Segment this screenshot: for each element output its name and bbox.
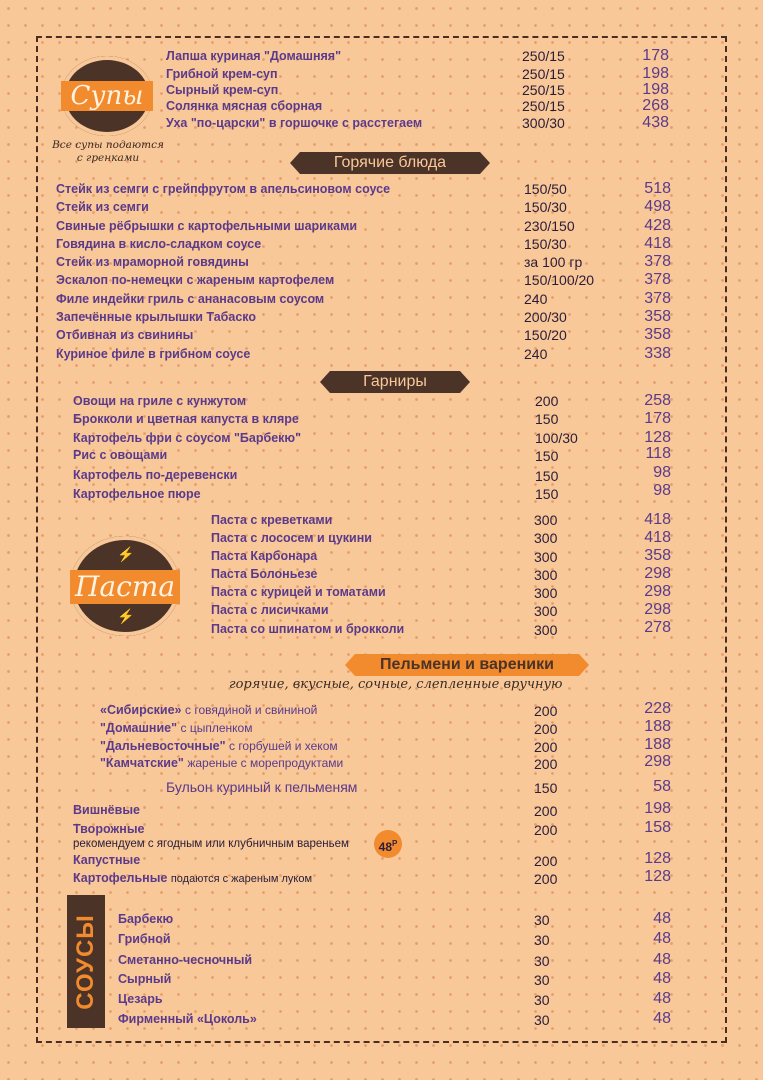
sauce-price: 48 [653, 1010, 671, 1027]
garnish-name: Картофель фри с соусом "Барбекю" [73, 431, 302, 445]
hot-dish-weight: 150/20 [524, 327, 567, 343]
sauce-price: 48 [653, 930, 671, 947]
garnish-banner [330, 371, 460, 393]
sauce-weight: 30 [534, 953, 550, 969]
dumplings-title: Пельмени и вареники [380, 656, 554, 673]
hot-dish-weight: 240 [524, 346, 548, 362]
sauce-weight: 30 [534, 912, 550, 928]
hot-dish-name: Филе индейки гриль с ананасовым соусом [56, 292, 325, 306]
pasta-name: Паста с курицей и томатами [211, 585, 386, 599]
pelmeni-price: 188 [644, 718, 671, 735]
pasta-weight: 300 [534, 549, 558, 565]
sauce-name: Цезарь [118, 992, 163, 1006]
pasta-name: Паста с креветками [211, 513, 333, 527]
hot-dish-weight: 230/150 [524, 218, 575, 234]
garnish-weight: 150 [535, 448, 559, 464]
sauce-weight: 30 [534, 1012, 550, 1028]
sauce-name: Фирменный «Цоколь» [118, 1012, 257, 1026]
pelmeni-name: «Сибирские» [100, 703, 182, 717]
hot-dish-name: Стейк из мраморной говядины [56, 255, 249, 269]
vareniki-name: Творожные [73, 822, 145, 836]
pelmeni-note: жареные с морепродуктами [187, 756, 344, 770]
pasta-price: 298 [644, 565, 671, 582]
garnish-weight: 150 [535, 486, 559, 502]
soup-weight: 250/15 [522, 48, 565, 64]
sauce-price: 48 [653, 990, 671, 1007]
garnish-weight: 100/30 [535, 430, 578, 446]
dumplings-subtitle: горячие, вкусные, сочные, слепленные вручную [229, 677, 563, 692]
soup-price: 268 [642, 97, 669, 114]
hot-dish-name: Свиные рёбрышки с картофельными шариками [56, 219, 358, 233]
pelmeni-weight: 200 [534, 756, 558, 772]
soups-note-line1: Все супы подаются [52, 139, 164, 151]
soup-weight: 250/15 [522, 98, 565, 114]
garnish-weight: 200 [535, 393, 559, 409]
soups-logo [61, 56, 153, 136]
pasta-weight: 300 [534, 512, 558, 528]
pelmeni-item [100, 720, 252, 736]
soup-weight: 250/15 [522, 66, 565, 82]
pasta-logo [70, 536, 180, 636]
jam-currency: Р [392, 839, 398, 848]
jam-price-badge [374, 830, 402, 858]
pasta-price: 298 [644, 601, 671, 618]
pasta-weight: 300 [534, 567, 558, 583]
pasta-price: 278 [644, 619, 671, 636]
garnish-name: Брокколи и цветная капуста в кляре [73, 412, 299, 426]
garnish-name: Рис с овощами [73, 448, 168, 462]
broth-price: 58 [653, 778, 671, 795]
garnish-name: Овощи на гриле с кунжутом [73, 394, 247, 408]
broth-weight: 150 [534, 780, 558, 796]
sauce-weight: 30 [534, 932, 550, 948]
sauces-banner [67, 895, 105, 1028]
pelmeni-weight: 200 [534, 739, 558, 755]
soup-weight: 300/30 [522, 115, 565, 131]
pelmeni-price: 228 [644, 700, 671, 717]
pasta-price: 418 [644, 511, 671, 528]
hot-dish-weight: 150/100/20 [524, 272, 595, 288]
pasta-name: Паста Карбонара [211, 549, 318, 563]
garnish-price: 178 [644, 410, 671, 427]
pelmeni-weight: 200 [534, 703, 558, 719]
pasta-price: 358 [644, 547, 671, 564]
hot-dish-name: Говядина в кисло-сладком соусе [56, 237, 262, 251]
hot-dish-name: Отбивная из свинины [56, 328, 194, 342]
hot-dish-price: 378 [644, 253, 671, 270]
vareniki-price: 198 [644, 800, 671, 817]
vareniki-name: Картофельные [73, 871, 168, 885]
vareniki-price: 158 [644, 819, 671, 836]
pelmeni-item [100, 702, 317, 718]
sauce-price: 48 [653, 951, 671, 968]
vareniki-item [73, 870, 312, 887]
hot-dish-price: 338 [644, 345, 671, 362]
pelmeni-name: "Домашние" [100, 721, 178, 735]
hot-dish-name: Стейк из семги [56, 200, 149, 214]
hot-dish-weight: 200/30 [524, 309, 567, 325]
tvorog-note: рекомендуем с ягодным или клубничным вареньем [73, 838, 349, 850]
pelmeni-price: 188 [644, 736, 671, 753]
soups-logo-label: Супы [61, 81, 153, 111]
pelmeni-name: "Камчатские" [100, 756, 184, 770]
garnish-price: 258 [644, 392, 671, 409]
soup-price: 178 [642, 47, 669, 64]
sauce-name: Сметанно-чесночный [118, 953, 253, 967]
jam-price: 48 [378, 840, 392, 854]
vareniki-note: подаются с жареным луком [170, 873, 313, 885]
vareniki-weight: 200 [534, 803, 558, 819]
hot-dish-weight: 240 [524, 291, 548, 307]
pelmeni-note: с горбушей и хеком [228, 739, 338, 753]
garnish-price: 118 [645, 445, 671, 462]
hot-dish-price: 518 [644, 180, 671, 197]
garnish-weight: 150 [535, 468, 559, 484]
soup-name: Солянка мясная сборная [166, 99, 323, 113]
soup-price: 198 [642, 65, 669, 82]
pasta-name: Паста с лисичками [211, 603, 329, 617]
pelmeni-name: "Дальневосточные" [100, 739, 226, 753]
soup-price: 198 [642, 81, 669, 98]
pasta-price: 298 [644, 583, 671, 600]
hot-dish-weight: за 100 гр [524, 254, 583, 270]
lightning-icon: ⚡ [117, 608, 135, 624]
soup-name: Грибной крем-суп [166, 67, 278, 81]
vareniki-weight: 200 [534, 822, 558, 838]
pelmeni-note: с цыпленком [180, 721, 253, 735]
pasta-name: Паста с лососем и цукини [211, 531, 372, 545]
hot-dish-price: 428 [644, 217, 671, 234]
garnish-name: Картофель по-деревенски [73, 468, 238, 482]
soup-price: 438 [642, 114, 669, 131]
hot-dish-weight: 150/50 [524, 181, 567, 197]
hot-dish-price: 358 [644, 308, 671, 325]
vareniki-price: 128 [644, 850, 671, 867]
hot-dish-name: Запечённые крылышки Табаско [56, 310, 257, 324]
hot-dish-weight: 150/30 [524, 236, 567, 252]
vareniki-name: Вишнёвые [73, 803, 140, 817]
soups-note [50, 139, 166, 165]
hot-dish-name: Куриное филе в грибном соусе [56, 347, 251, 361]
hot-dishes-banner [300, 152, 480, 174]
sauce-weight: 30 [534, 972, 550, 988]
pasta-name: Паста со шпинатом и брокколи [211, 622, 405, 636]
soups-note-line2: с гренками [76, 152, 140, 164]
pelmeni-weight: 200 [534, 721, 558, 737]
vareniki-weight: 200 [534, 853, 558, 869]
garnish-price: 98 [653, 482, 671, 499]
garnish-name: Картофельное пюре [73, 487, 201, 501]
pasta-weight: 300 [534, 530, 558, 546]
sauce-name: Сырный [118, 972, 172, 986]
sauce-name: Грибной [118, 932, 171, 946]
pelmeni-note: с говядиной и свининой [185, 703, 318, 717]
sauce-price: 48 [653, 970, 671, 987]
hot-dish-name: Эскалоп по-немецки с жареным картофелем [56, 273, 335, 287]
pelmeni-item [100, 755, 343, 771]
soup-name: Лапша куриная "Домашняя" [166, 49, 342, 63]
hot-dish-price: 378 [644, 271, 671, 288]
garnish-price: 98 [653, 464, 671, 481]
vareniki-name: Капустные [73, 853, 141, 867]
soup-name: Сырный крем-суп [166, 83, 279, 97]
vareniki-price: 128 [644, 868, 671, 885]
sauce-price: 48 [653, 910, 671, 927]
pasta-logo-label: Паста [70, 570, 180, 604]
hot-dish-weight: 150/30 [524, 199, 567, 215]
garnish-weight: 150 [535, 411, 559, 427]
pasta-name: Паста Болоньезе [211, 567, 318, 581]
sauce-name: Барбекю [118, 912, 174, 926]
lightning-icon: ⚡ [117, 546, 135, 562]
sauces-title: СОУСЫ [72, 913, 99, 1010]
hot-dish-price: 378 [644, 290, 671, 307]
hot-dish-price: 418 [644, 235, 671, 252]
broth-name: Бульон куриный к пельменям [166, 779, 358, 795]
pasta-price: 418 [644, 529, 671, 546]
pasta-weight: 300 [534, 622, 558, 638]
pelmeni-price: 298 [644, 753, 671, 770]
soup-weight: 250/15 [522, 82, 565, 98]
soup-name: Уха "по-царски" в горшочке с расстегаем [166, 116, 423, 130]
sauce-weight: 30 [534, 992, 550, 1008]
garnish-title: Гарниры [363, 373, 427, 390]
pasta-weight: 300 [534, 603, 558, 619]
hot-dish-price: 358 [644, 326, 671, 343]
garnish-price: 128 [644, 429, 671, 446]
dumplings-banner [355, 654, 579, 676]
pelmeni-item [100, 738, 338, 754]
hot-dish-price: 498 [644, 198, 671, 215]
hot-dish-name: Стейк из семги с грейпфрутом в апельсиновом соусе [56, 182, 391, 196]
pasta-weight: 300 [534, 585, 558, 601]
hot-dishes-title: Горячие блюда [333, 154, 447, 171]
vareniki-weight: 200 [534, 871, 558, 887]
